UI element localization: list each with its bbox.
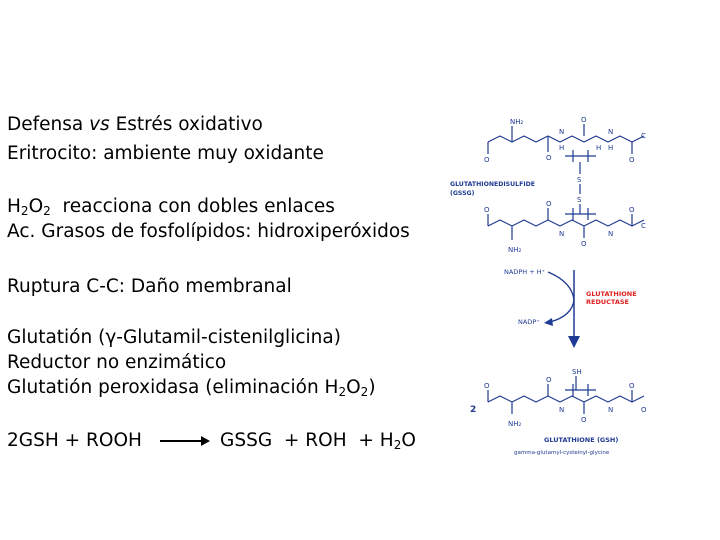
text-o: O	[28, 196, 44, 217]
n-label: N	[608, 230, 614, 238]
sh-label: SH	[572, 368, 582, 376]
text-line-peroxidase	[7, 377, 376, 399]
nh2-label: NH₂	[508, 246, 522, 254]
subscript-2: 2	[20, 204, 29, 218]
enzyme-label: GLUTATHIONE	[586, 290, 637, 298]
o-label: O	[629, 206, 635, 214]
o-label: O	[581, 240, 587, 248]
o-label: O	[581, 116, 587, 124]
h-label: H	[608, 144, 614, 152]
n-label: N	[559, 406, 565, 414]
equation-right	[220, 430, 416, 452]
o-label: O	[629, 156, 635, 164]
gssg-top-molecule	[488, 124, 644, 162]
gsh-label: GLUTATHIONE (GSH)	[544, 436, 619, 444]
text-vs: vs	[89, 114, 110, 135]
text-line-defense	[7, 114, 263, 136]
text-line-glutathione	[7, 327, 341, 349]
cofactor-arrow-head	[544, 318, 553, 326]
s-label: S	[577, 176, 582, 184]
text-line-fatty-acids: Ac. Grasos de fosfolípidos: hidroxiperóxidos	[7, 221, 410, 242]
o-label: O	[546, 154, 552, 162]
cofactor-arrow	[548, 272, 574, 322]
text-peroxidasa: Glutatión peroxidasa (eliminación H	[7, 377, 339, 398]
o-label: O	[581, 416, 587, 424]
nadp-label: NADP⁺	[518, 318, 540, 326]
o-label: O	[484, 382, 490, 390]
o-label: O	[546, 376, 552, 384]
o-label: O	[641, 406, 647, 414]
gsh-molecule	[488, 376, 644, 414]
text-o: O	[401, 430, 416, 451]
text-glutation: Glutatión (	[7, 327, 106, 348]
text-h: H	[7, 196, 21, 217]
h-label: H	[559, 144, 565, 152]
o-label: O	[484, 156, 490, 164]
subscript-2: 2	[338, 385, 347, 399]
reaction-arrow	[160, 440, 204, 442]
text-defensa: Defensa	[7, 114, 90, 135]
s-label: S	[577, 196, 582, 204]
o-label: O	[629, 382, 635, 390]
text-line-reductor: Reductor no enzimático	[7, 352, 227, 373]
gsh-subtitle: gamma-glutamyl-cysteinyl-glycine	[514, 450, 610, 456]
subscript-2: 2	[43, 204, 51, 218]
reduction-arrow-head	[568, 336, 580, 348]
gssg-label: GLUTATHIONEDISULFIDE	[450, 181, 535, 188]
n-label: N	[559, 128, 565, 136]
subscript-2: 2	[393, 438, 402, 452]
stoichiometric-coefficient: 2	[470, 405, 477, 415]
equation-left: 2GSH + ROOH	[7, 430, 142, 451]
h-label: H	[596, 144, 602, 152]
c-label: C	[641, 132, 646, 140]
text-o: O	[346, 377, 361, 398]
text-paren: )	[368, 377, 376, 398]
n-label: N	[608, 406, 614, 414]
nadph-label: NADPH + H⁺	[504, 268, 546, 276]
n-label: N	[608, 128, 614, 136]
text-reacciona: reacciona con dobles enlaces	[50, 196, 335, 217]
nh2-label-top: NH₂	[510, 118, 524, 126]
o-label: O	[484, 206, 490, 214]
text-gamma: γ	[105, 327, 117, 348]
o-label: O	[546, 200, 552, 208]
c-label: C	[641, 222, 646, 230]
gssg-abbrev: (GSSG)	[450, 190, 475, 197]
text-estres: Estrés oxidativo	[109, 114, 263, 135]
text-products: GSSG + ROH + H	[220, 430, 394, 451]
text-glutamil: -Glutamil-cistenilglicina)	[116, 327, 341, 348]
n-label: N	[559, 230, 565, 238]
gssg-bottom-molecule	[488, 208, 644, 240]
glutathione-diagram	[448, 110, 670, 458]
subscript-2: 2	[360, 385, 369, 399]
text-line-h2o2	[7, 196, 335, 218]
nh2-label: NH₂	[508, 420, 522, 428]
enzyme-label-2: REDUCTASE	[586, 298, 629, 306]
text-line-rupture: Ruptura C-C: Daño membranal	[7, 276, 292, 297]
text-line-erythrocyte: Eritrocito: ambiente muy oxidante	[7, 143, 324, 164]
reaction-arrow-head	[201, 436, 210, 446]
